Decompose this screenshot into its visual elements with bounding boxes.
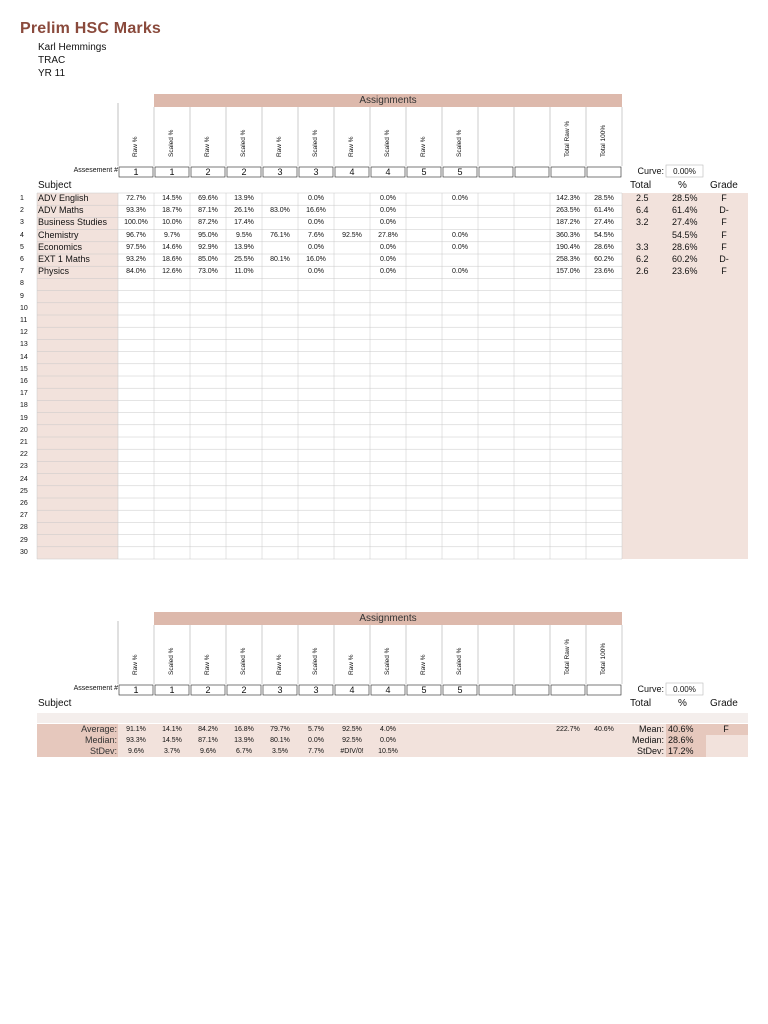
section1-rows-0-cells-7: 0.0% xyxy=(380,195,396,202)
section1-rows-1-cells-5: 16.6% xyxy=(306,207,326,215)
student-school: TRAC xyxy=(38,55,66,66)
section1-rows-0-cells-12: 142.3% xyxy=(556,195,580,202)
section2-subject-label: Subject xyxy=(38,698,72,709)
section2-stats-0-grade: F xyxy=(723,724,729,734)
section1-rows-0-cells-0: 72.7% xyxy=(126,195,146,202)
section1-rows-1-cells-13: 61.4% xyxy=(594,207,614,215)
section1-rows-5-subject: EXT 1 Maths xyxy=(38,254,90,264)
section1-empty-row-numbers-7: 15 xyxy=(20,365,28,373)
section1-rows-2-total: 3.2 xyxy=(636,217,649,228)
section1-rows-4-cells-12: 190.4% xyxy=(556,243,580,251)
section2-column-headers-3: Scaled % xyxy=(240,647,247,675)
section1-rows-2-cells-2: 87.2% xyxy=(198,219,218,227)
section1-rows-5-grade: D- xyxy=(719,254,729,264)
section1-rows-4-cells-9: 0.0% xyxy=(452,243,468,251)
section1-assessment-numbers-0: 1 xyxy=(133,167,139,177)
section2-column-headers-5: Scaled % xyxy=(312,647,319,675)
stats-spacer-row xyxy=(37,713,748,723)
section2-stats-0-cells-6: 92.5% xyxy=(342,726,362,733)
section1-rows-6-grade: F xyxy=(721,266,727,277)
section1-rows-2-cells-13: 27.4% xyxy=(594,219,614,227)
section2-stats-0-cells-12: 222.7% xyxy=(556,726,580,733)
section1-column-headers-1: Scaled % xyxy=(168,129,175,157)
section1-rows-4-cells-1: 14.6% xyxy=(162,243,182,251)
section1-subject-label: Subject xyxy=(38,180,72,191)
section1-column-headers-12: Total Raw % xyxy=(564,120,571,157)
section1-rows-1-subject: ADV Maths xyxy=(38,205,84,216)
section1-percent-label: % xyxy=(678,180,687,191)
section2-stats-2-cells-1: 3.7% xyxy=(164,748,180,755)
section1-rows-0-pct: 28.5% xyxy=(672,193,698,203)
section1-rows-0-subject: ADV English xyxy=(38,193,89,203)
section1-empty-row-numbers-4: 12 xyxy=(20,329,28,337)
section2-stats-2-cells-5: 7.7% xyxy=(308,748,324,755)
section2-stats-2-right-value: 17.2% xyxy=(668,746,694,756)
section2-stats-1-cells-1: 14.5% xyxy=(162,737,182,744)
assessment-number-cell xyxy=(551,685,585,695)
section1-rows-2-n: 3 xyxy=(20,219,24,227)
section2-stats-2-cells-3: 6.7% xyxy=(236,748,252,755)
section1-rows-1-cells-4: 83.0% xyxy=(270,207,290,215)
section2-percent-label: % xyxy=(678,698,687,709)
student-year: YR 11 xyxy=(38,68,66,79)
section2-column-headers-6: Raw % xyxy=(348,654,355,675)
section1-rows-6-cells-2: 73.0% xyxy=(198,268,218,276)
section1-rows-5-cells-5: 16.0% xyxy=(306,256,326,263)
section1-empty-row-numbers-18: 26 xyxy=(20,500,28,507)
section1-rows-5-cells-1: 18.6% xyxy=(162,256,182,263)
section1-rows-5-cells-2: 85.0% xyxy=(198,256,218,263)
section1-rows-0-cells-5: 0.0% xyxy=(308,195,324,202)
section1-rows-6-cells-3: 11.0% xyxy=(234,268,254,276)
section1-rows-3-subject: Chemistry xyxy=(38,229,79,240)
section1-rows-5-cells-4: 80.1% xyxy=(270,256,290,263)
section1-assessment-numbers-3: 2 xyxy=(241,167,247,177)
section1-empty-row-numbers-19: 27 xyxy=(20,512,28,520)
section1-rows-3-cells-1: 9.7% xyxy=(164,231,180,239)
assessment-number-cell xyxy=(551,167,585,177)
section1-rows-1-grade: D- xyxy=(719,205,729,216)
section2-curve-label: Curve: xyxy=(637,684,664,694)
section1-rows-3-cells-4: 76.1% xyxy=(270,231,290,239)
section1-empty-row-numbers-0: 8 xyxy=(20,280,24,288)
section1-rows-6-total: 2.6 xyxy=(636,266,649,277)
section2-assessment-numbers-7: 4 xyxy=(385,685,391,695)
section2-stats-2-cells-2: 9.6% xyxy=(200,748,216,755)
section1-rows-6-cells-1: 12.6% xyxy=(162,268,182,276)
section1-rows-4-grade: F xyxy=(721,241,727,252)
section1-empty-row-numbers-20: 28 xyxy=(20,524,28,532)
assessment-number-cell xyxy=(515,167,549,177)
section1-column-headers-8: Raw % xyxy=(420,136,427,157)
section1-rows-4-cells-5: 0.0% xyxy=(308,243,324,251)
section1-assessment-numbers-1: 1 xyxy=(169,167,175,177)
section2-stats-1-cells-2: 87.1% xyxy=(198,737,218,744)
section1-empty-row-numbers-12: 20 xyxy=(20,426,28,434)
section1-rows-4-total: 3.3 xyxy=(636,241,649,252)
section1-band-label: Assignments xyxy=(359,95,417,106)
section1-assessment-numbers-2: 2 xyxy=(205,167,211,177)
section1-rows-3-cells-6: 92.5% xyxy=(342,231,362,239)
section1-rows-3-cells-12: 360.3% xyxy=(556,231,580,239)
section1-empty-row-numbers-3: 11 xyxy=(20,317,28,324)
section1-empty-row-numbers-6: 14 xyxy=(20,353,28,361)
section1-rows-5-cells-3: 25.5% xyxy=(234,256,254,263)
section1-rows-5-total: 6.2 xyxy=(636,254,649,264)
section1-empty-row-numbers-17: 25 xyxy=(20,487,28,495)
section2-stats-2-cells-7: 10.5% xyxy=(378,748,398,755)
section1-empty-row-numbers-5: 13 xyxy=(20,341,28,349)
section2-stats-2-cells-4: 3.5% xyxy=(272,748,288,755)
section1-rows-1-cells-1: 18.7% xyxy=(162,207,182,215)
section1-column-headers-3: Scaled % xyxy=(240,129,247,157)
section1-rows-0-n: 1 xyxy=(20,195,24,202)
section1-rows-4-cells-2: 92.9% xyxy=(198,243,218,251)
section1-rows-6-cells-5: 0.0% xyxy=(308,268,324,276)
section1-column-headers-2: Raw % xyxy=(204,136,211,157)
section2-assessment-numbers-0: 1 xyxy=(133,685,139,695)
section2-column-headers-4: Raw % xyxy=(276,654,283,675)
section1-rows-3-grade: F xyxy=(721,229,727,240)
section2-stats-2-label: StDev: xyxy=(89,746,117,756)
assessment-number-cell xyxy=(587,685,621,695)
section1-rows-4-n: 5 xyxy=(20,243,24,251)
section2-stats-1-right-label: Median: xyxy=(631,735,664,745)
section1-rows-6-cells-7: 0.0% xyxy=(380,268,396,276)
section1-column-headers-0: Raw % xyxy=(132,136,139,157)
section2-column-headers-13: Total 100% xyxy=(600,642,607,675)
section1-rows-4-cells-3: 13.9% xyxy=(234,243,254,251)
section1-rows-1-cells-3: 26.1% xyxy=(234,207,254,215)
section2-stats-0-label: Average: xyxy=(81,724,117,734)
assessment-number-cell xyxy=(479,685,513,695)
section2-column-headers-1: Scaled % xyxy=(168,647,175,675)
section2-assessment-label: Assesement # xyxy=(73,685,118,692)
section1-rows-2-pct: 27.4% xyxy=(672,217,698,228)
section1-rows-3-cells-2: 95.0% xyxy=(198,231,218,239)
section1-empty-row-numbers-15: 23 xyxy=(20,463,28,471)
section1-rows-6-subject: Physics xyxy=(38,266,70,277)
section2-stats-1-cells-4: 80.1% xyxy=(270,737,290,744)
section2-stats-0-cells-1: 14.1% xyxy=(162,726,182,733)
section1-rows-6-cells-13: 23.6% xyxy=(594,268,614,276)
section1-rows-2-cells-3: 17.4% xyxy=(234,219,254,227)
section1-rows-3-cells-5: 7.6% xyxy=(308,231,324,239)
section2-grade-label: Grade xyxy=(710,698,738,709)
section1-assessment-numbers-9: 5 xyxy=(457,167,463,177)
section1-rows-0-total: 2.5 xyxy=(636,193,649,203)
section1-rows-3-cells-13: 54.5% xyxy=(594,231,614,239)
section1-rows-2-cells-5: 0.0% xyxy=(308,219,324,227)
section1-rows-5-cells-12: 258.3% xyxy=(556,256,580,263)
section1-column-headers-7: Scaled % xyxy=(384,129,391,157)
section1-curve-value: 0.00% xyxy=(673,167,696,176)
section2-stats-1-right-value: 28.6% xyxy=(668,735,694,745)
section1-rows-4-pct: 28.6% xyxy=(672,241,698,252)
section1-empty-row-numbers-14: 22 xyxy=(20,451,28,459)
section2-stats-1-cells-3: 13.9% xyxy=(234,737,254,744)
section2-assessment-numbers-2: 2 xyxy=(205,685,211,695)
section1-rows-2-cells-12: 187.2% xyxy=(556,219,580,227)
section2-assessment-numbers-4: 3 xyxy=(277,685,283,695)
section1-rows-5-n: 6 xyxy=(20,256,24,263)
section2-stats-0-cells-3: 16.8% xyxy=(234,726,254,733)
section2-stats-2-cells-0: 9.6% xyxy=(128,748,144,755)
section1-curve-label: Curve: xyxy=(637,166,664,176)
section2-stats-2-cells-6: #DIV/0! xyxy=(340,748,364,755)
section2-column-headers-9: Scaled % xyxy=(456,647,463,675)
section1-grade-label: Grade xyxy=(710,180,738,191)
section1-rows-4-cells-13: 28.6% xyxy=(594,243,614,251)
section1-rows-5-cells-0: 93.2% xyxy=(126,256,146,263)
section1-rows-6-cells-0: 84.0% xyxy=(126,268,146,276)
section1-rows-3-pct: 54.5% xyxy=(672,229,698,240)
section1-empty-row-numbers-1: 9 xyxy=(20,292,24,300)
section1-rows-2-cells-0: 100.0% xyxy=(124,219,148,227)
assessment-number-cell xyxy=(515,685,549,695)
section2-stats-0-cells-0: 91.1% xyxy=(126,726,146,733)
student-name: Karl Hemmings xyxy=(38,42,107,53)
section1-empty-row-numbers-8: 16 xyxy=(20,378,28,385)
section1-rows-3-cells-7: 27.8% xyxy=(378,231,398,239)
section1-rows-3-cells-0: 96.7% xyxy=(126,231,146,239)
section1-rows-5-cells-7: 0.0% xyxy=(380,256,396,263)
section1-rows-6-pct: 23.6% xyxy=(672,266,698,277)
section2-assessment-numbers-5: 3 xyxy=(313,685,319,695)
section1-rows-1-pct: 61.4% xyxy=(672,205,698,216)
section1-rows-6-n: 7 xyxy=(20,268,24,276)
section1-column-headers-6: Raw % xyxy=(348,136,355,157)
section1-rows-1-cells-7: 0.0% xyxy=(380,207,396,215)
section1-rows-0-cells-9: 0.0% xyxy=(452,195,468,202)
section1-rows-0-grade: F xyxy=(721,193,727,203)
section1-rows-0-cells-1: 14.5% xyxy=(162,195,182,202)
section1-column-headers-13: Total 100% xyxy=(600,124,607,157)
section2-assessment-numbers-1: 1 xyxy=(169,685,175,695)
section1-rows-0-cells-3: 13.9% xyxy=(234,195,254,202)
section1-rows-1-n: 2 xyxy=(20,207,24,215)
page-title: Prelim HSC Marks xyxy=(20,20,162,37)
section1-empty-row-numbers-22: 30 xyxy=(20,548,28,556)
section2-stats-1-label: Median: xyxy=(84,735,117,745)
section1-column-headers-4: Raw % xyxy=(276,136,283,157)
section1-rows-0-cells-2: 69.6% xyxy=(198,195,218,202)
section1-assessment-numbers-7: 4 xyxy=(385,167,391,177)
section1-rows-1-total: 6.4 xyxy=(636,205,649,216)
section1-rows-1-cells-2: 87.1% xyxy=(198,207,218,215)
section2-stats-0-right-label: Mean: xyxy=(638,724,664,734)
section2-stats-1-cells-6: 92.5% xyxy=(342,737,362,744)
section2-stats-0-cells-7: 4.0% xyxy=(380,726,396,733)
section1-rows-4-cells-0: 97.5% xyxy=(126,243,146,251)
section1-assessment-numbers-4: 3 xyxy=(277,167,283,177)
section1-empty-row-numbers-11: 19 xyxy=(20,414,28,422)
section2-assessment-numbers-8: 5 xyxy=(421,685,427,695)
section1-empty-row-numbers-9: 17 xyxy=(20,390,28,398)
section1-rows-2-grade: F xyxy=(721,217,727,228)
section2-stats-1-cells-0: 93.3% xyxy=(126,737,146,744)
section2-total-label: Total xyxy=(630,698,652,709)
section2-assessment-numbers-9: 5 xyxy=(457,685,463,695)
section1-column-headers-5: Scaled % xyxy=(312,129,319,157)
section2-stats-0-cells-13: 40.6% xyxy=(594,726,614,733)
section2-stats-1-cells-5: 0.0% xyxy=(308,737,324,744)
section2-assessment-numbers-3: 2 xyxy=(241,685,247,695)
section2-band-label: Assignments xyxy=(359,613,417,624)
section1-rows-3-cells-3: 9.5% xyxy=(236,231,252,239)
section1-rows-2-subject: Business Studies xyxy=(38,217,108,228)
section2-stats-0-right-value: 40.6% xyxy=(668,724,694,734)
section1-empty-row-numbers-10: 18 xyxy=(20,402,28,410)
section1-rows-5-cells-13: 60.2% xyxy=(594,256,614,263)
section2-column-headers-0: Raw % xyxy=(132,654,139,675)
section1-assessment-numbers-8: 5 xyxy=(421,167,427,177)
section1-rows-4-cells-7: 0.0% xyxy=(380,243,396,251)
section1-column-headers-9: Scaled % xyxy=(456,129,463,157)
assessment-number-cell xyxy=(479,167,513,177)
section1-rows-2-cells-1: 10.0% xyxy=(162,219,182,227)
section1-assessment-numbers-6: 4 xyxy=(349,167,355,177)
section2-stats-0-cells-5: 5.7% xyxy=(308,726,324,733)
section1-rows-2-cells-7: 0.0% xyxy=(380,219,396,227)
section1-assessment-numbers-5: 3 xyxy=(313,167,319,177)
section2-column-headers-2: Raw % xyxy=(204,654,211,675)
section2-assessment-numbers-6: 4 xyxy=(349,685,355,695)
section1-empty-row-numbers-16: 24 xyxy=(20,475,28,483)
section1-empty-row-numbers-13: 21 xyxy=(20,439,28,446)
section2-stats-0-cells-2: 84.2% xyxy=(198,726,218,733)
section1-rows-1-cells-12: 263.5% xyxy=(556,207,580,215)
section1-rows-4-subject: Economics xyxy=(38,241,83,252)
section1-rows-1-cells-0: 93.3% xyxy=(126,207,146,215)
section2-column-headers-7: Scaled % xyxy=(384,647,391,675)
section1-empty-row-numbers-21: 29 xyxy=(20,536,28,544)
section2-column-headers-8: Raw % xyxy=(420,654,427,675)
section2-column-headers-12: Total Raw % xyxy=(564,638,571,675)
section2-stats-1-cells-7: 0.0% xyxy=(380,737,396,744)
section1-rows-5-pct: 60.2% xyxy=(672,254,698,264)
assessment-number-cell xyxy=(587,167,621,177)
section1-rows-3-n: 4 xyxy=(20,231,24,239)
section1-empty-row-numbers-2: 10 xyxy=(20,304,28,312)
section1-rows-6-cells-9: 0.0% xyxy=(452,268,468,276)
section2-stats-0-cells-4: 79.7% xyxy=(270,726,290,733)
section2-stats-2-right-label: StDev: xyxy=(636,746,664,756)
section2-curve-value: 0.00% xyxy=(673,685,696,694)
section1-rows-3-cells-9: 0.0% xyxy=(452,231,468,239)
section1-rows-6-cells-12: 157.0% xyxy=(556,268,580,276)
section1-assessment-label: Assesement # xyxy=(73,167,118,174)
section1-total-label: Total xyxy=(630,180,652,191)
section1-rows-0-cells-13: 28.5% xyxy=(594,195,614,202)
